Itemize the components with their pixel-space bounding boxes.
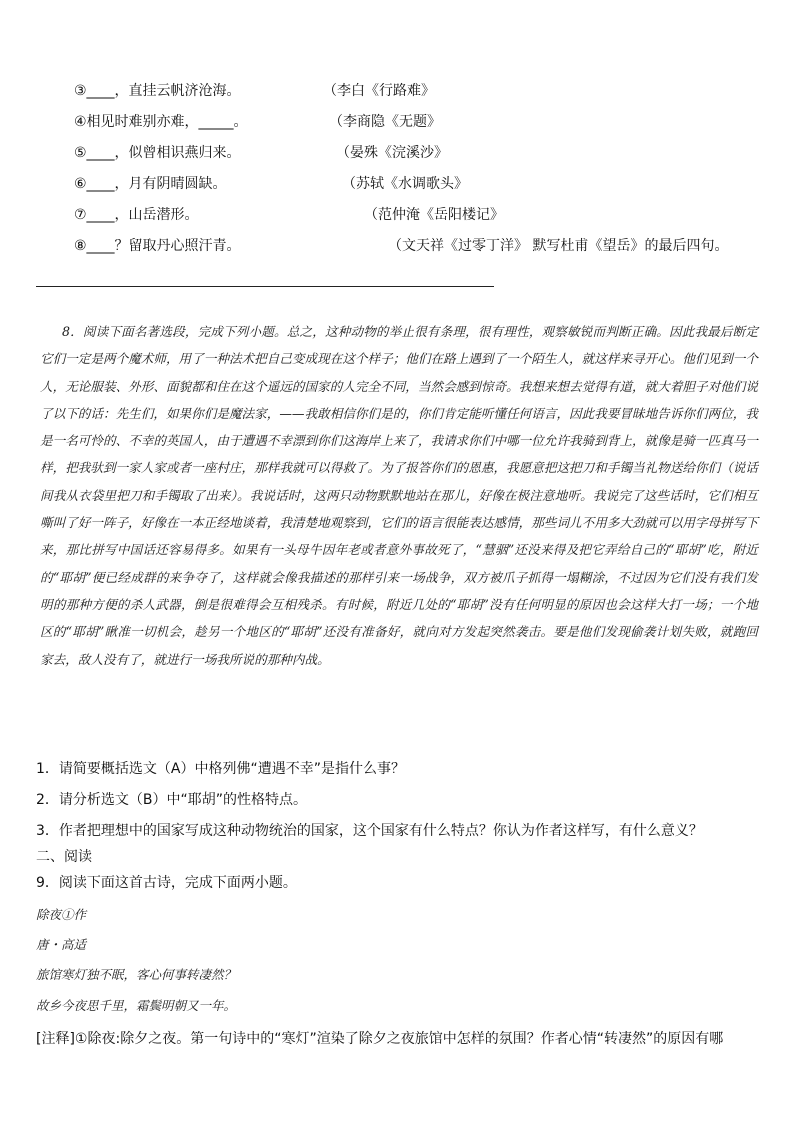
q8-question-3: 3．作者把理想中的国家写成这种动物统治的国家，这个国家有什么特点？你认为作者这样写，有什么意义？ (36, 823, 703, 839)
fill-blank-item (74, 175, 468, 193)
section-heading: 二、阅读 (36, 849, 92, 865)
q9-note: [注释]①除夜:除夕之夜。第一句诗中的“寒灯”渲染了除夕之夜旅馆中怎样的氛围？作者心情“转凄然”的原因有哪 (36, 1031, 724, 1047)
fill-blank-text: ⑤____，似曾相识燕归来。 (74, 145, 241, 161)
fill-blank-item (74, 144, 448, 162)
fill-blank-text: ④相见时难别亦难，_____。 (74, 114, 248, 130)
poem-title: 除夜①作 (36, 907, 87, 922)
fill-blank-text: ⑥____，月有阴晴圆缺。 (74, 176, 227, 192)
poem-line: 故乡今夜思千里，霜鬓明朝又一年。 (36, 998, 237, 1013)
fill-blank-source: （苏轼《水调歌头》 (342, 176, 468, 192)
q8-question-1: 1．请简要概括选文（A）中格列佛“遭遇不幸”是指什么事？ (36, 761, 405, 777)
fill-blank-source: （文天祥《过零丁洋》 默写杜甫《望岳》的最后四句。 (388, 238, 729, 254)
fill-blank-source: （晏殊《浣溪沙》 (336, 145, 448, 161)
fill-blank-text: ⑧____？留取丹心照汗青。 (74, 238, 241, 254)
fill-blank-source: （李白《行路难》 (323, 83, 435, 99)
fill-blank-item (74, 237, 729, 255)
q8-passage: 8．阅读下面名著选段，完成下列小题。总之，这种动物的举止很有条理，很有理性，观察敏锐而判断正确。因此我最后断定它们一定是两个魔术师，用了一种法术把自己变成现在这个样子；他们在路上遇到了一个陌生人，就这样来寻开心。他们见到一个人，无论服装、外形、面貌都和住在这个遥远的国家的人完全不同，当然会感到惊奇。我想来想去觉得有道，就大着胆子对他们说了以下的话：先生们，如果你们是魔法家，——我敢相信你们是的，你们肯定能听懂任何语言，因此我要冒昧地告诉你们两位，我是一名可怜的、不幸的英国人，由于遭遇不幸漂到你们这海岸上来了，我请求你们中哪一位允许我骑到背上，就像是骑一匹真马一样，把我驮到一家人家或者一座村庄，那样我就可以得救了。为了报答你们的恩惠，我愿意把这把刀和手镯当礼物送给你们（说话间我从衣袋里把刀和手镯取了出来）。我说话时，这两只动物默默地站在那儿，好像在极注意地听。我说完了这些话时，它们相互嘶叫了好一阵子，好像在一本正经地谈着，我清楚地观察到，它们的语言很能表达感情，那些词儿不用多大劲就可以用字母拼写下来，那比拼写中国话还容易得多。如果有一头母牛因年老或者意外事故死了，“慧骃”还没来得及把它弄给自己的“耶胡”吃，附近的“耶胡”便已经成群的来争夺了，这样就会像我描述的那样引来一场战争，双方被爪子抓得一塌糊涂，不过因为它们没有我们发明的那种方便的杀人武器，倒是很难得会互相残杀。有时候，附近几处的“耶胡”没有任何明显的原因也会这样大打一场；一个地区的“耶胡”瞅准一切机会，趁另一个地区的“耶胡”还没有准备好，就向对方发起突然袭击。要是他们发现偷袭计划失败，就跑回家去，敌人没有了，就进行一场我所说的那种内战。 (40, 324, 758, 667)
poem-author: 唐・高适 (36, 937, 87, 952)
separator-line (36, 286, 494, 287)
fill-blank-item (74, 113, 441, 131)
fill-blank-item (74, 206, 504, 224)
fill-blank-text: ③____，直挂云帆济沧海。 (74, 83, 241, 99)
fill-blank-source: （李商隐《无题》 (329, 114, 441, 130)
q9-prompt: 9．阅读下面这首古诗，完成下面两小题。 (36, 875, 297, 891)
fill-blank-text: ⑦____，山岳潜形。 (74, 207, 199, 223)
poem-line: 旅馆寒灯独不眠，客心何事转凄然？ (36, 967, 237, 982)
q8-question-2: 2．请分析选文（B）中“耶胡”的性格特点。 (36, 792, 308, 808)
fill-blank-source: （范仲淹《岳阳楼记》 (364, 207, 504, 223)
fill-blank-item (74, 82, 435, 100)
